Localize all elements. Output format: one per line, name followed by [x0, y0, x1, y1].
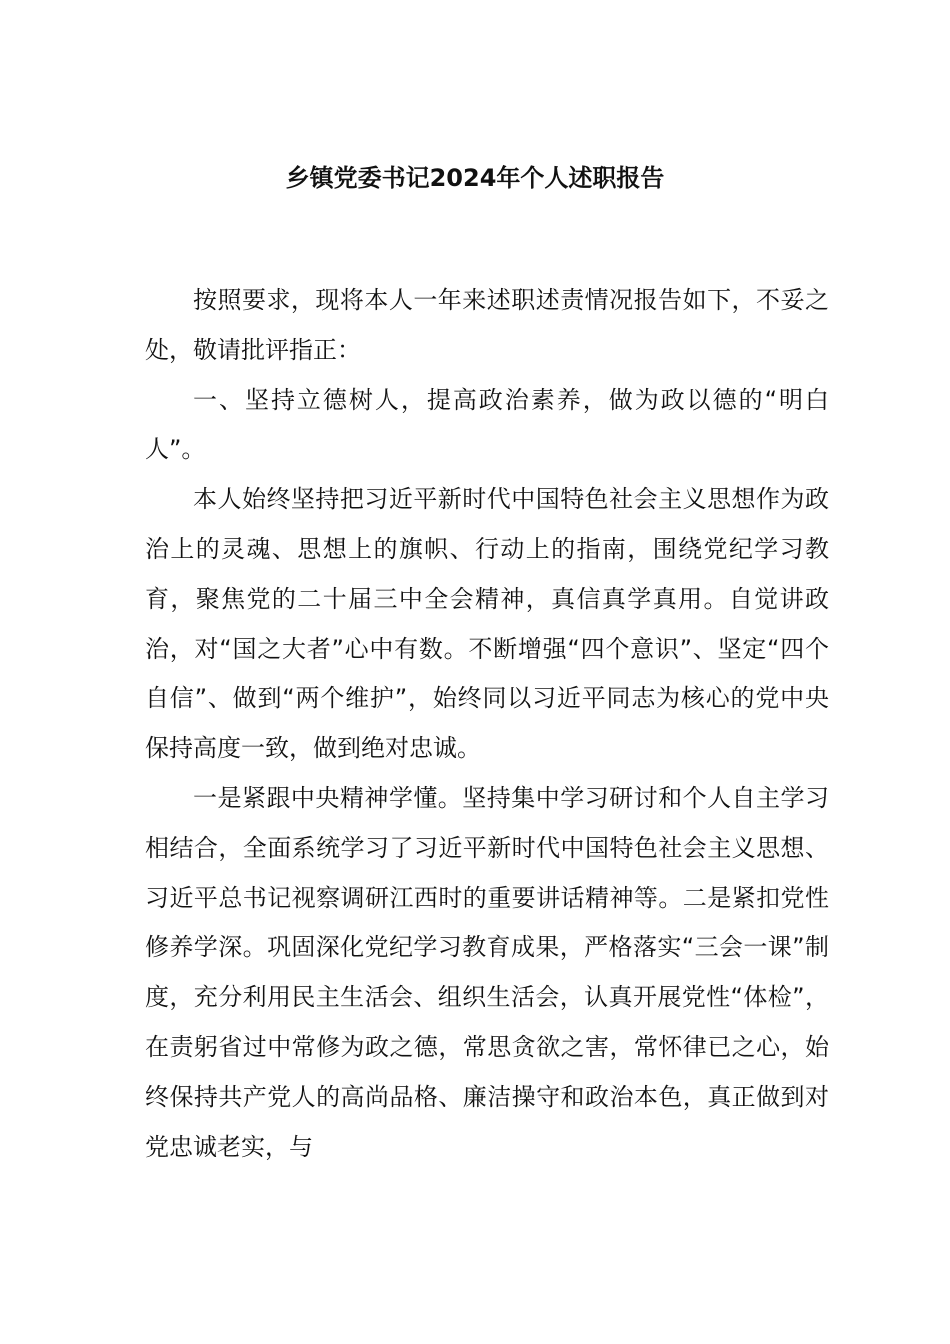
- document-title: 乡镇党委书记2024年个人述职报告: [285, 164, 665, 192]
- paragraph-section-heading: 一、坚持立德树人，提高政治素养，做为政以德的“明白人”。: [145, 385, 829, 464]
- document-body: [145, 276, 829, 1172]
- paragraph-intro: 按照要求，现将本人一年来述职述责情况报告如下，不妥之处，敬请批评指正：: [145, 286, 829, 364]
- paragraph-body: 本人始终坚持把习近平新时代中国特色社会主义思想作为政治上的灵魂、思想上的旗帜、行动上的指南，围绕党纪学习教育，聚焦党的二十届三中全会精神，真信真学真用。自觉讲政治，对“国之大者”心中有数。不断增强“四个意识”、坚定“四个自信”、做到“两个维护”，始终同以习近平同志为核心的党中央保持高度一致，做到绝对忠诚。: [145, 485, 829, 763]
- paragraph-body: 一是紧跟中央精神学懂。坚持集中学习研讨和个人自主学习相结合，全面系统学习了习近平新时代中国特色社会主义思想、习近平总书记视察调研江西时的重要讲话精神等。二是紧扣党性修养学深。巩固深化党纪学习教育成果，严格落实“三会一课”制度，充分利用民主生活会、组织生活会，认真开展党性“体检”，在责躬省过中常修为政之德，常思贪欲之害，常怀律已之心，始终保持共产党人的高尚品格、廉洁操守和政治本色，真正做到对党忠诚老实，与: [145, 783, 829, 1161]
